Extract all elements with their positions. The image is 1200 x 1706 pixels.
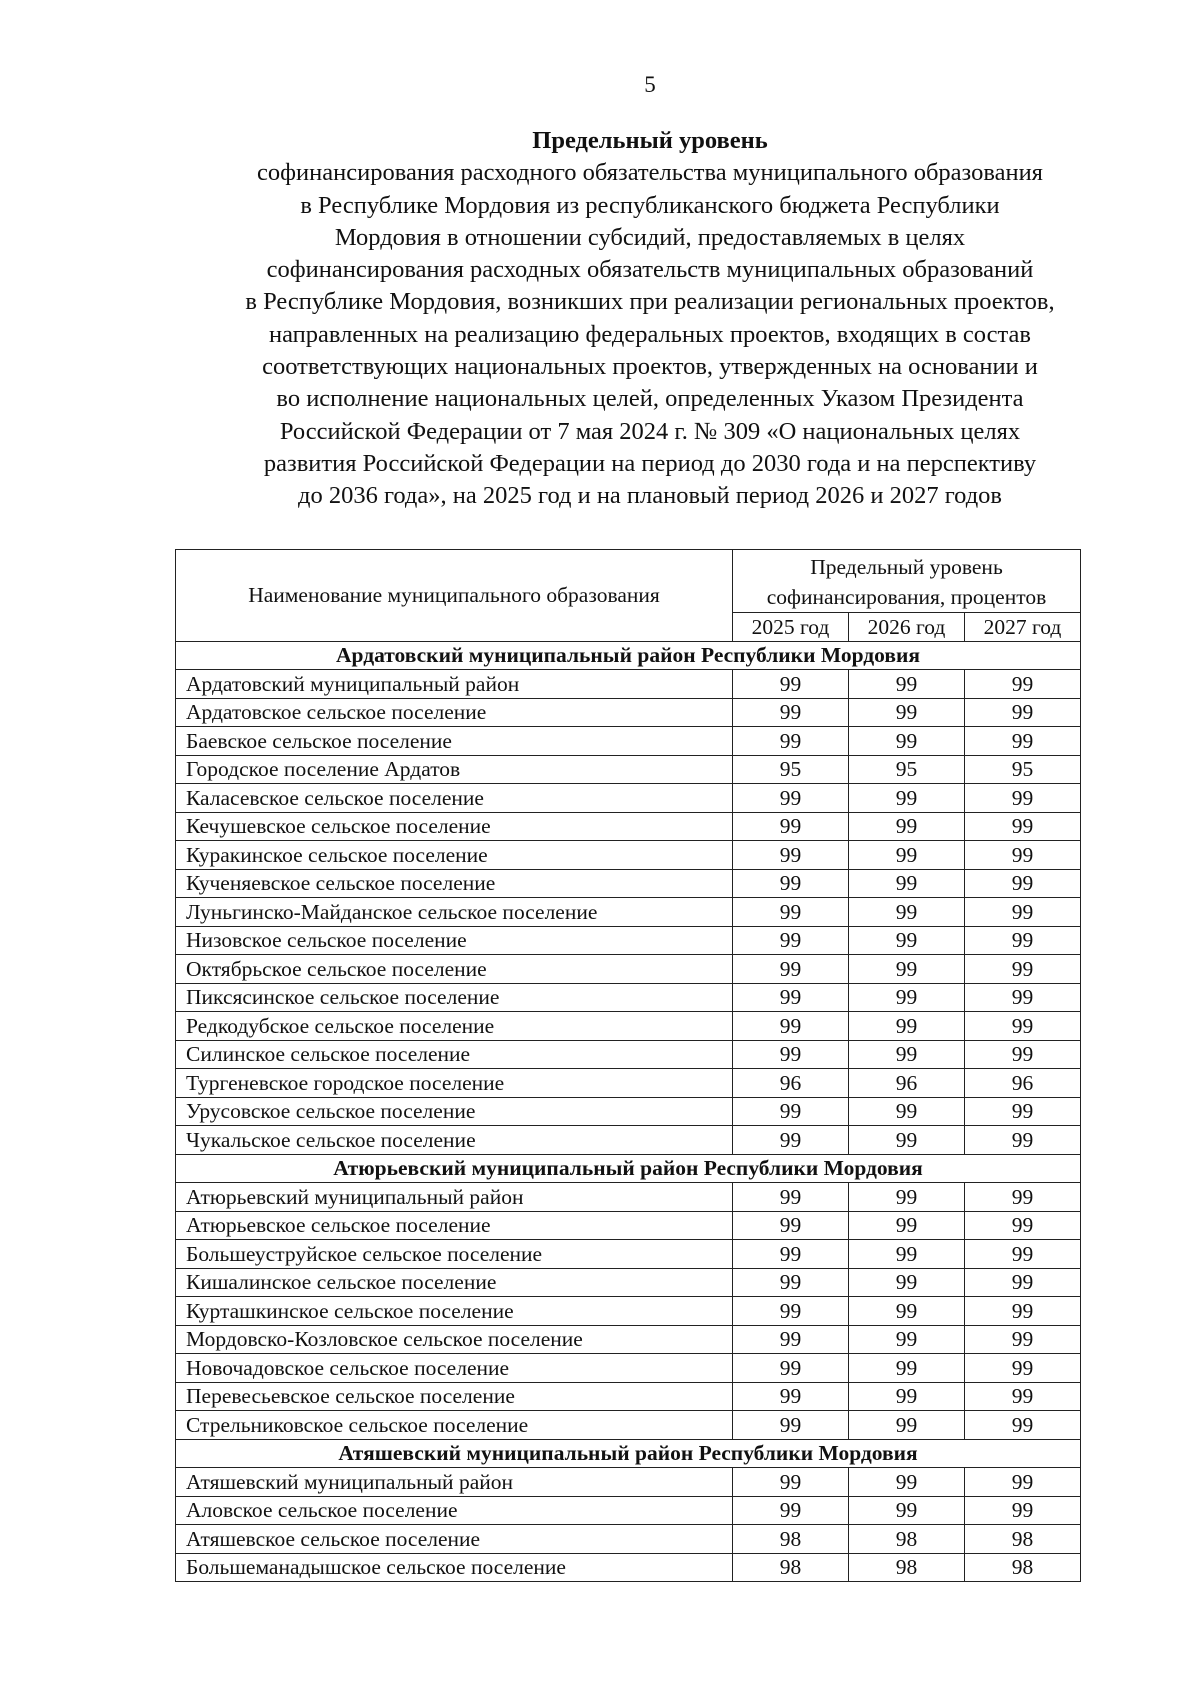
- district-name: Ардатовский муниципальный район Республики Мордовия: [176, 641, 1081, 670]
- value-2027: 99: [965, 812, 1081, 841]
- value-2026: 99: [849, 1183, 965, 1212]
- value-2026: 95: [849, 755, 965, 784]
- municipality-name: Луньгинско-Майданское сельское поселение: [176, 898, 733, 927]
- value-2027: 99: [965, 1240, 1081, 1269]
- municipality-name: Курташкинское сельское поселение: [176, 1297, 733, 1326]
- table-row: [176, 1468, 1081, 1497]
- municipality-name: Большеуструйское сельское поселение: [176, 1240, 733, 1269]
- value-2025: 99: [733, 812, 849, 841]
- value-2025: 99: [733, 1240, 849, 1269]
- value-2027: 99: [965, 1411, 1081, 1440]
- value-2027: 99: [965, 1354, 1081, 1383]
- value-2026: 99: [849, 1211, 965, 1240]
- value-2026: 99: [849, 983, 965, 1012]
- municipality-name: Аловское сельское поселение: [176, 1496, 733, 1525]
- municipality-name: Городское поселение Ардатов: [176, 755, 733, 784]
- value-2026: 99: [849, 1240, 965, 1269]
- value-2027: 96: [965, 1069, 1081, 1098]
- cofinancing-table: [175, 549, 1081, 1582]
- table-row: [176, 1069, 1081, 1098]
- value-2027: 99: [965, 1496, 1081, 1525]
- value-2025: 99: [733, 841, 849, 870]
- municipality-name: Кученяевское сельское поселение: [176, 869, 733, 898]
- value-2027: 99: [965, 1012, 1081, 1041]
- value-2026: 99: [849, 869, 965, 898]
- table-row: [176, 755, 1081, 784]
- table-row: [176, 1297, 1081, 1326]
- title-line: софинансирования расходных обязательств муниципальных образований: [266, 256, 1034, 284]
- value-2026: 99: [849, 898, 965, 927]
- table-row: [176, 955, 1081, 984]
- value-2025: 99: [733, 1496, 849, 1525]
- value-2026: 99: [849, 841, 965, 870]
- table-row: [176, 670, 1081, 699]
- table-row: [176, 869, 1081, 898]
- value-2026: 99: [849, 1097, 965, 1126]
- value-2026: 99: [849, 1012, 965, 1041]
- title-line: развития Российской Федерации на период до 2030 года и на перспективу: [263, 449, 1037, 477]
- value-2026: 99: [849, 727, 965, 756]
- table-row: [176, 1097, 1081, 1126]
- value-2025: 99: [733, 1040, 849, 1069]
- title-heading: Предельный уровень: [532, 127, 768, 154]
- table-row: [176, 1183, 1081, 1212]
- value-2025: 99: [733, 1268, 849, 1297]
- district-name: Атюрьевский муниципальный район Республики Мордовия: [176, 1154, 1081, 1183]
- value-2025: 99: [733, 1411, 849, 1440]
- table-row: [176, 784, 1081, 813]
- value-2026: 99: [849, 1468, 965, 1497]
- value-2025: 99: [733, 1382, 849, 1411]
- value-2026: 96: [849, 1069, 965, 1098]
- table-row: [176, 1553, 1081, 1582]
- value-2025: 99: [733, 1126, 849, 1155]
- value-2027: 99: [965, 1211, 1081, 1240]
- title-line: в Республике Мордовия, возникших при реализации региональных проектов,: [245, 288, 1055, 316]
- municipality-name: Урусовское сельское поселение: [176, 1097, 733, 1126]
- column-header-name: Наименование муниципального образования: [176, 550, 733, 642]
- table-row: [176, 926, 1081, 955]
- table-row: [176, 1012, 1081, 1041]
- table-row: [176, 727, 1081, 756]
- value-2027: 99: [965, 1183, 1081, 1212]
- table-row: [176, 1211, 1081, 1240]
- municipality-name: Кишалинское сельское поселение: [176, 1268, 733, 1297]
- table-row: [176, 1040, 1081, 1069]
- value-2026: 99: [849, 1382, 965, 1411]
- municipality-name: Баевское сельское поселение: [176, 727, 733, 756]
- value-2025: 96: [733, 1069, 849, 1098]
- table-row: [176, 841, 1081, 870]
- column-header-level: Предельный уровень софинансирования, процентов: [733, 550, 1081, 613]
- municipality-name: Атяшевское сельское поселение: [176, 1525, 733, 1554]
- value-2025: 99: [733, 898, 849, 927]
- value-2026: 99: [849, 1040, 965, 1069]
- municipality-name: Большеманадышское сельское поселение: [176, 1553, 733, 1582]
- value-2027: 99: [965, 926, 1081, 955]
- value-2027: 99: [965, 1382, 1081, 1411]
- municipality-name: Тургеневское городское поселение: [176, 1069, 733, 1098]
- municipality-name: Кечушевское сельское поселение: [176, 812, 733, 841]
- municipality-name: Октябрьское сельское поселение: [176, 955, 733, 984]
- value-2026: 98: [849, 1553, 965, 1582]
- value-2025: 99: [733, 955, 849, 984]
- title-body: [150, 157, 1150, 512]
- value-2027: 99: [965, 869, 1081, 898]
- value-2027: 99: [965, 898, 1081, 927]
- value-2027: 99: [965, 1040, 1081, 1069]
- table-row: [176, 1496, 1081, 1525]
- district-group-row: [176, 641, 1081, 670]
- table-row: [176, 812, 1081, 841]
- value-2026: 99: [849, 1411, 965, 1440]
- value-2027: 99: [965, 784, 1081, 813]
- table-row: [176, 1525, 1081, 1554]
- column-header-2025: 2025 год: [733, 613, 849, 642]
- column-header-2026: 2026 год: [849, 613, 965, 642]
- value-2027: 99: [965, 955, 1081, 984]
- value-2027: 99: [965, 841, 1081, 870]
- value-2025: 99: [733, 784, 849, 813]
- value-2025: 99: [733, 1468, 849, 1497]
- title-line: соответствующих национальных проектов, утвержденных на основании и: [262, 353, 1038, 381]
- value-2026: 99: [849, 955, 965, 984]
- value-2025: 99: [733, 926, 849, 955]
- title-line: до 2036 года», на 2025 год и на плановый период 2026 и 2027 годов: [297, 482, 1003, 510]
- title-line: Мордовия в отношении субсидий, предоставляемых в целях: [334, 223, 966, 251]
- table-row: [176, 1240, 1081, 1269]
- municipality-name: Чукальское сельское поселение: [176, 1126, 733, 1155]
- value-2025: 99: [733, 1183, 849, 1212]
- value-2026: 99: [849, 1354, 965, 1383]
- title-line: направленных на реализацию федеральных проектов, входящих в состав: [268, 320, 1031, 348]
- value-2026: 99: [849, 784, 965, 813]
- value-2027: 98: [965, 1525, 1081, 1554]
- value-2026: 99: [849, 812, 965, 841]
- value-2026: 99: [849, 698, 965, 727]
- value-2027: 99: [965, 670, 1081, 699]
- title-line: во исполнение национальных целей, определенных Указом Президента: [276, 385, 1024, 413]
- table-row: [176, 1268, 1081, 1297]
- title-line: Российской Федерации от 7 мая 2024 г. № 309 «О национальных целях: [279, 417, 1021, 445]
- table-row: [176, 1382, 1081, 1411]
- value-2026: 99: [849, 670, 965, 699]
- municipality-name: Атяшевский муниципальный район: [176, 1468, 733, 1497]
- value-2025: 99: [733, 1297, 849, 1326]
- value-2025: 99: [733, 1012, 849, 1041]
- district-group-row: [176, 1439, 1081, 1468]
- column-header-2027: 2027 год: [965, 613, 1081, 642]
- district-group-row: [176, 1154, 1081, 1183]
- municipality-name: Пиксясинское сельское поселение: [176, 983, 733, 1012]
- value-2026: 99: [849, 1297, 965, 1326]
- table-row: [176, 1354, 1081, 1383]
- table-row: [176, 1325, 1081, 1354]
- value-2027: 99: [965, 983, 1081, 1012]
- value-2027: 99: [965, 1268, 1081, 1297]
- value-2026: 99: [849, 1325, 965, 1354]
- page-number: 5: [644, 72, 656, 97]
- municipality-name: Низовское сельское поселение: [176, 926, 733, 955]
- municipality-name: Ардатовское сельское поселение: [176, 698, 733, 727]
- value-2027: 99: [965, 1126, 1081, 1155]
- title-line: софинансирования расходного обязательства муниципального образования: [257, 159, 1043, 187]
- table-row: [176, 698, 1081, 727]
- municipality-name: Редкодубское сельское поселение: [176, 1012, 733, 1041]
- value-2025: 99: [733, 1211, 849, 1240]
- municipality-name: Атюрьевский муниципальный район: [176, 1183, 733, 1212]
- value-2025: 98: [733, 1553, 849, 1582]
- value-2026: 98: [849, 1525, 965, 1554]
- value-2027: 98: [965, 1553, 1081, 1582]
- municipality-name: Силинское сельское поселение: [176, 1040, 733, 1069]
- district-name: Атяшевский муниципальный район Республики Мордовия: [176, 1439, 1081, 1468]
- value-2026: 99: [849, 1126, 965, 1155]
- value-2025: 99: [733, 869, 849, 898]
- municipality-name: Ардатовский муниципальный район: [176, 670, 733, 699]
- table-row: [176, 898, 1081, 927]
- value-2025: 98: [733, 1525, 849, 1554]
- value-2027: 95: [965, 755, 1081, 784]
- value-2027: 99: [965, 1325, 1081, 1354]
- value-2025: 95: [733, 755, 849, 784]
- value-2027: 99: [965, 1097, 1081, 1126]
- value-2025: 99: [733, 670, 849, 699]
- value-2026: 99: [849, 1496, 965, 1525]
- municipality-name: Новочадовское сельское поселение: [176, 1354, 733, 1383]
- value-2025: 99: [733, 698, 849, 727]
- municipality-name: Атюрьевское сельское поселение: [176, 1211, 733, 1240]
- value-2025: 99: [733, 983, 849, 1012]
- municipality-name: Каласевское сельское поселение: [176, 784, 733, 813]
- document-title: [150, 125, 1150, 513]
- value-2026: 99: [849, 1268, 965, 1297]
- table-row: [176, 983, 1081, 1012]
- value-2027: 99: [965, 727, 1081, 756]
- municipality-name: Перевесьевское сельское поселение: [176, 1382, 733, 1411]
- title-line: в Республике Мордовия из республиканского бюджета Республики: [300, 191, 1000, 219]
- municipality-name: Мордовско-Козловское сельское поселение: [176, 1325, 733, 1354]
- value-2025: 99: [733, 1097, 849, 1126]
- municipality-name: Куракинское сельское поселение: [176, 841, 733, 870]
- municipality-name: Стрельниковское сельское поселение: [176, 1411, 733, 1440]
- value-2025: 99: [733, 727, 849, 756]
- table-row: [176, 1126, 1081, 1155]
- value-2027: 99: [965, 1297, 1081, 1326]
- value-2026: 99: [849, 926, 965, 955]
- value-2025: 99: [733, 1325, 849, 1354]
- value-2025: 99: [733, 1354, 849, 1383]
- value-2027: 99: [965, 1468, 1081, 1497]
- value-2027: 99: [965, 698, 1081, 727]
- table-row: [176, 1411, 1081, 1440]
